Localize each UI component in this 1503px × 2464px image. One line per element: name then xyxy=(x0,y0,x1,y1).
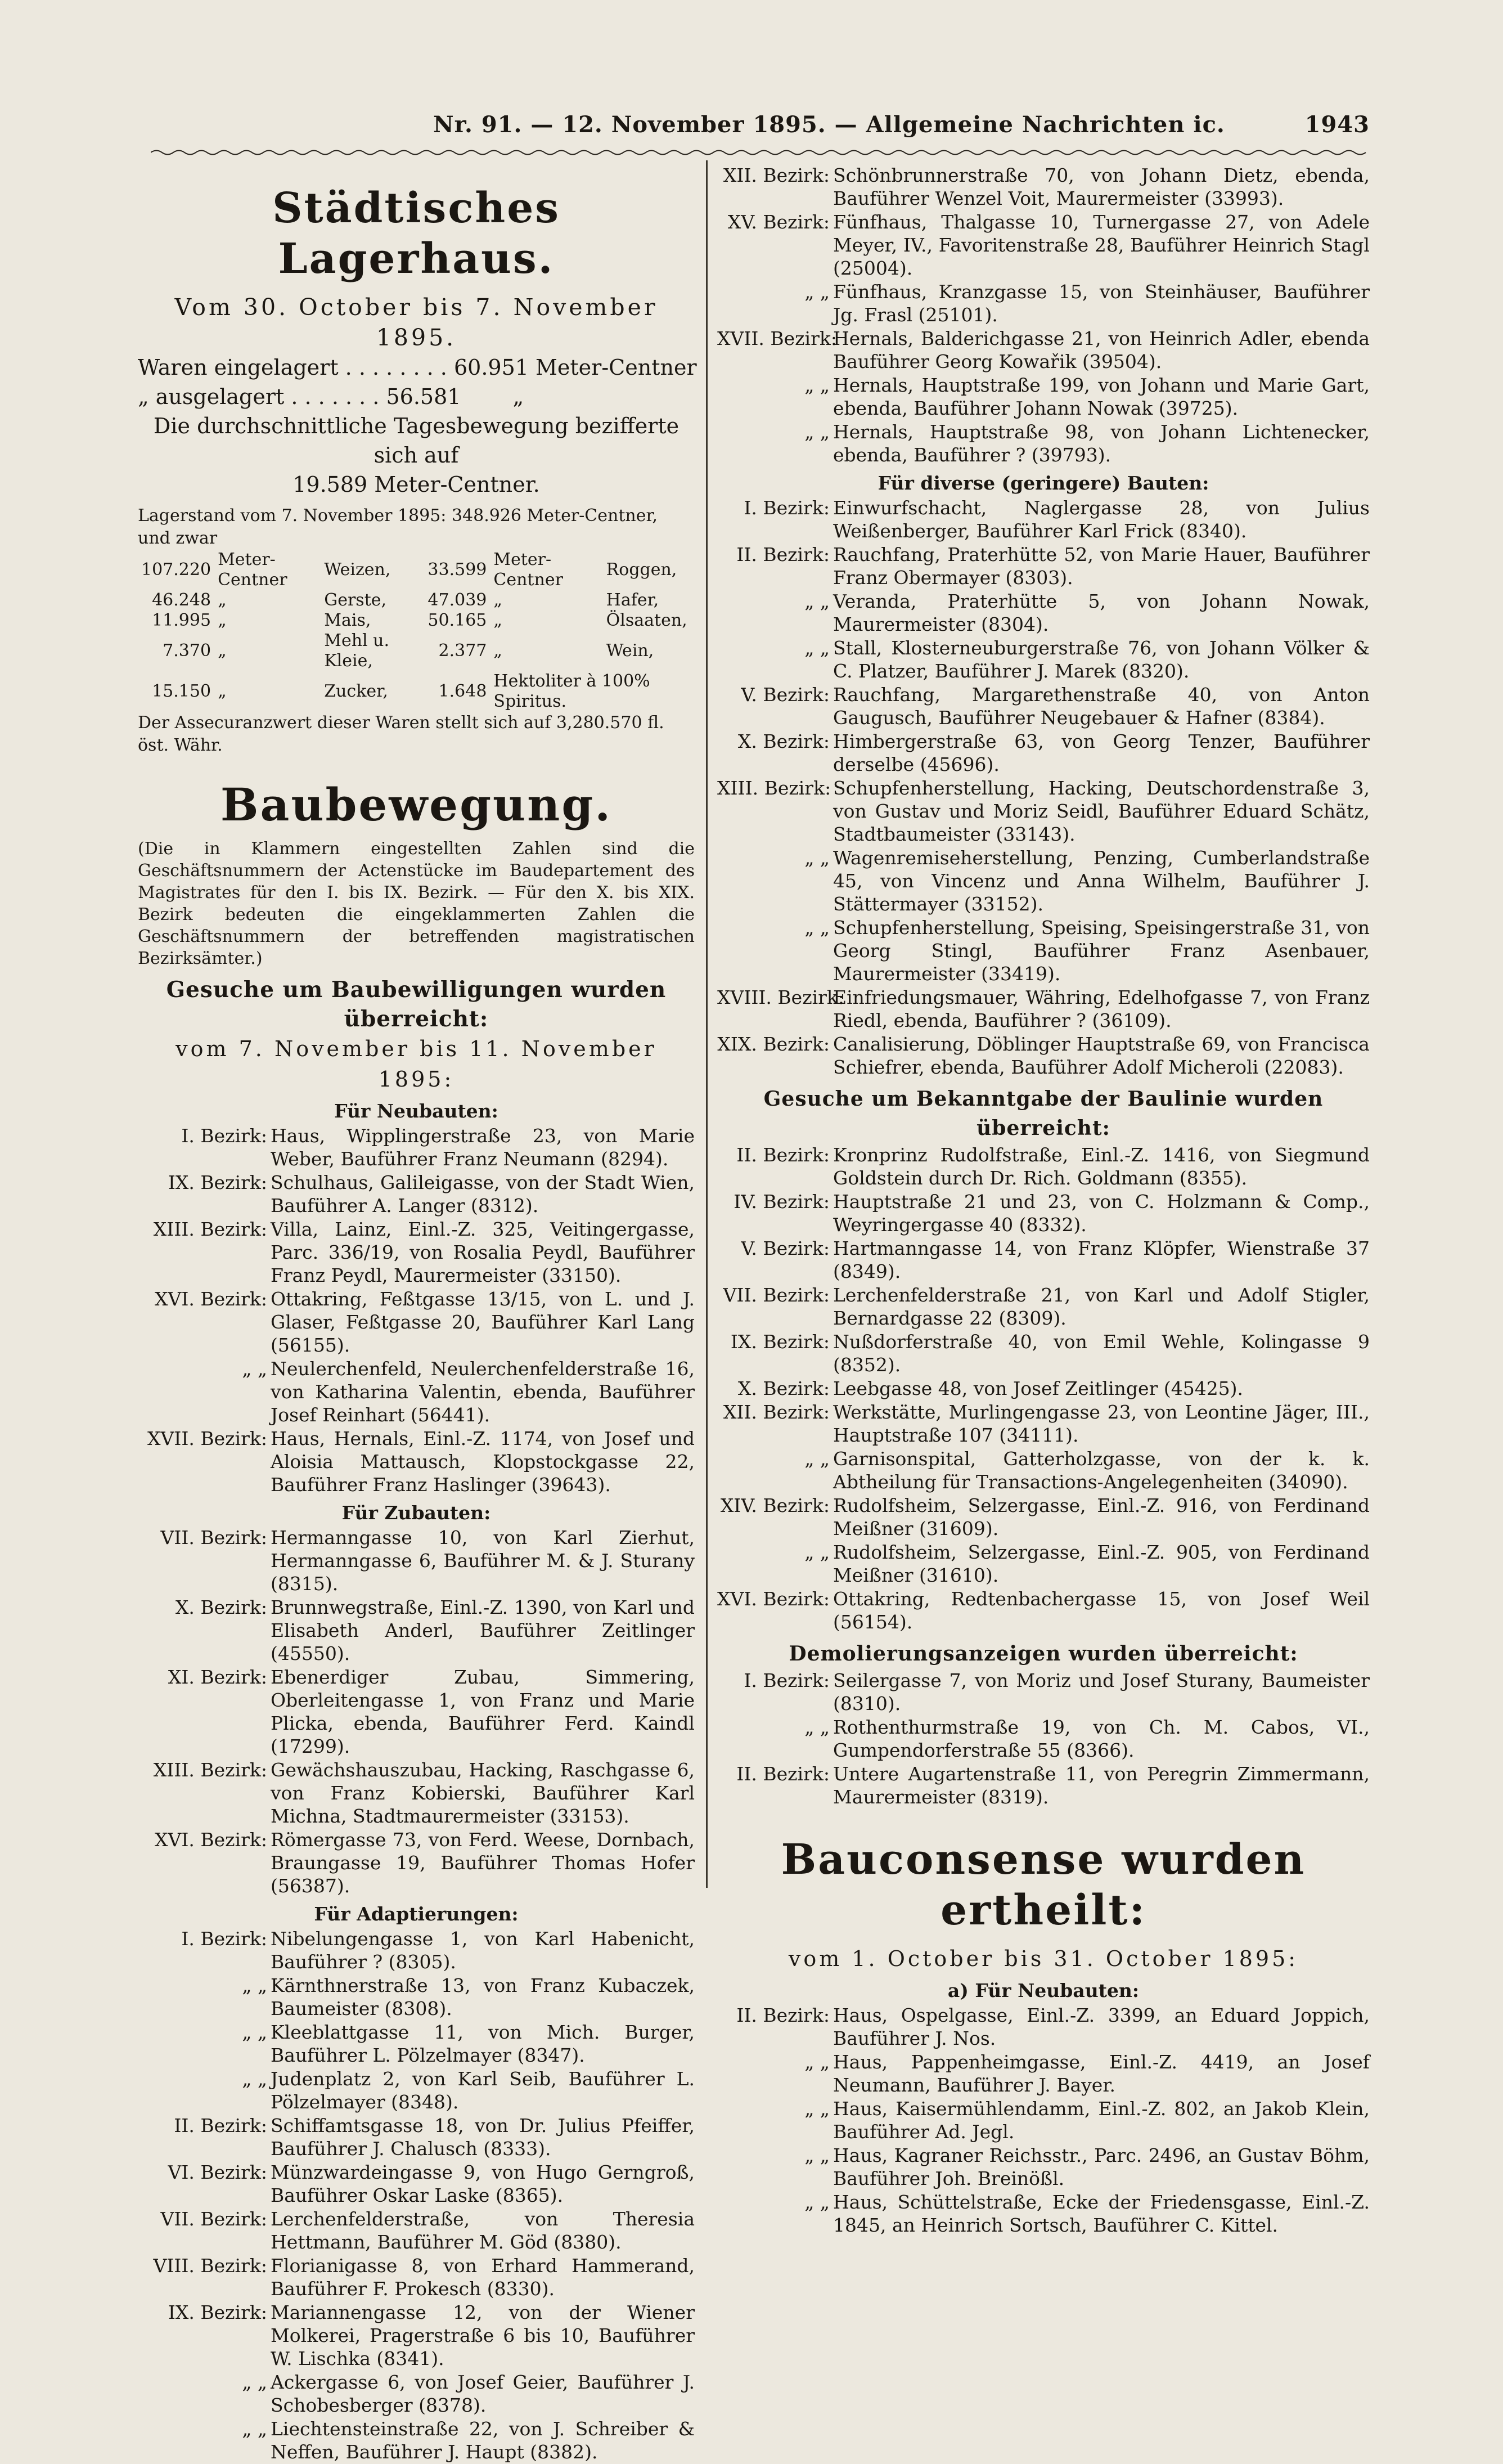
list-item xyxy=(138,1596,695,1665)
entry-district-label: „ „ xyxy=(804,2098,830,2120)
entry-text: Hernals, Hauptstraße 98, von Johann Lichtenecker, ebenda, Bauführer ? (39793). xyxy=(833,421,1370,466)
list-item xyxy=(717,1541,1370,1587)
left-column xyxy=(138,166,695,2464)
entry-district-label: XIII. Bezirk: xyxy=(153,1759,267,1781)
entry-text: Haus, Schüttelstraße, Ecke der Friedensgasse, Einl.-Z. 1845, an Heinrich Sortsch, Bauführer C. Kittel. xyxy=(833,2191,1370,2236)
entry-text: Kärnthnerstraße 13, von Franz Kubaczek, Baumeister (8308). xyxy=(271,1974,695,2019)
daily-line-1: Die durchschnittliche Tagesbewegung bezifferte sich auf xyxy=(153,414,680,468)
list-item xyxy=(138,1758,695,1828)
entry-district-label: „ „ xyxy=(804,917,830,939)
entry-text: Seilergasse 7, von Moriz und Josef Sturany, Baumeister (8310). xyxy=(833,1669,1370,1715)
list-item xyxy=(717,2097,1370,2143)
entry-district-label: XVII. Bezirk: xyxy=(717,327,837,349)
list-item xyxy=(717,1143,1370,1190)
entry-district-label: XIX. Bezirk: xyxy=(717,1033,830,1055)
list-item xyxy=(717,1283,1370,1330)
list-item xyxy=(717,1401,1370,1447)
entry-text: Hernals, Hauptstraße 199, von Johann und Marie Gart, ebenda, Bauführer Johann Nowak (39725). xyxy=(833,374,1370,419)
stock-cell-g1: Weizen, xyxy=(324,560,391,580)
entry-district-label: XVIII. Bezirk: xyxy=(717,986,845,1008)
entry-text: Gewächshauszubau, Hacking, Raschgasse 6, von Franz Kobierski, Bauführer Karl Michna, Stadtmaurermeister (33153). xyxy=(271,1759,695,1827)
entry-district-label: „ „ xyxy=(804,590,830,612)
entry-district-label: „ „ xyxy=(242,1974,267,1996)
list-item xyxy=(717,1190,1370,1236)
entry-district-label: XVI. Bezirk: xyxy=(155,1288,267,1310)
entry-text: Stall, Klosterneuburgerstraße 76, von Johann Völker & C. Platzer, Bauführer J. Marek (8320). xyxy=(833,637,1370,682)
entry-district-label: VII. Bezirk: xyxy=(160,2208,267,2230)
entry-district-label: XI. Bezirk: xyxy=(168,1666,267,1688)
list-item xyxy=(717,1033,1370,1079)
stock-cell-g2: Wein, xyxy=(606,641,654,661)
baulinie-list xyxy=(717,1143,1370,1633)
entry-district-label: „ „ xyxy=(804,2144,830,2166)
stock-cell-g2: Ölsaaten, xyxy=(606,611,687,630)
entry-district-label: I. Bezirk: xyxy=(744,1669,830,1691)
entry-text: Villa, Lainz, Einl.-Z. 325, Veitingergasse, Parc. 336/19, von Rosalia Peydl, Bauführer Franz Peydl, Maurermeister (33150). xyxy=(271,1218,695,1286)
entry-text: Untere Augartenstraße 11, von Peregrin Zimmermann, Maurermeister (8319). xyxy=(833,1763,1370,1808)
entry-district-label: „ „ xyxy=(804,281,830,303)
gesuche-period: vom 7. November bis 11. November 1895: xyxy=(176,1036,657,1092)
list-item xyxy=(717,2144,1370,2190)
entry-text: Schulhaus, Galileigasse, von der Stadt Wien, Bauführer A. Langer (8312). xyxy=(271,1172,695,1217)
list-item xyxy=(138,2207,695,2254)
entry-district-label: XIV. Bezirk: xyxy=(720,1494,830,1516)
entry-district-label: X. Bezirk: xyxy=(737,730,830,752)
entry-district-label: XVI. Bezirk: xyxy=(717,1588,830,1610)
entry-text: Liechtensteinstraße 22, von J. Schreiber & Neffen, Bauführer J. Haupt (8382). xyxy=(271,2418,695,2463)
list-item xyxy=(138,1171,695,1217)
entry-district-label: II. Bezirk: xyxy=(736,1144,830,1166)
ausgelagert-label: „ ausgelagert . . . . . . . xyxy=(138,384,380,409)
ausgelagert-value: 56.581 xyxy=(386,384,461,409)
entry-text: Kleeblattgasse 11, von Mich. Burger, Bauführer L. Pölzelmayer (8347). xyxy=(271,2021,695,2066)
list-item xyxy=(717,496,1370,542)
entry-text: Ebenerdiger Zubau, Simmering, Oberleitengasse 1, von Franz und Marie Plicka, ebenda, Bauführer Ferd. Kaindl (17299). xyxy=(271,1666,695,1757)
entry-district-label: XII. Bezirk: xyxy=(723,1401,830,1423)
stock-cell-n2: 50.165 xyxy=(428,611,487,630)
list-item xyxy=(138,1927,695,1973)
entry-text: Rauchfang, Praterhütte 52, von Marie Hauer, Bauführer Franz Obermayer (8303). xyxy=(833,544,1370,589)
zubauten-head: Für Zubauten: xyxy=(341,1502,491,1524)
right-column xyxy=(717,163,1370,2237)
list-item xyxy=(717,543,1370,589)
list-item xyxy=(138,1526,695,1595)
entry-text: Ottakring, Feßtgasse 13/15, von L. und J. Glaser, Feßtgasse 20, Bauführer Karl Lang (56155). xyxy=(271,1288,695,1356)
entry-district-label: „ „ xyxy=(242,2418,267,2440)
stock-cell-g1: Gerste, xyxy=(324,590,387,610)
stock-cell-n2: 1.648 xyxy=(438,681,487,701)
entry-district-label: XIII. Bezirk: xyxy=(153,1218,267,1240)
entry-text: Fünfhaus, Thalgasse 10, Turnergasse 27, von Adele Meyer, IV., Favoritenstraße 28, Bauführer Heinrich Stagl (25004). xyxy=(833,211,1370,279)
stock-cell-g2: Roggen, xyxy=(606,560,677,580)
entry-district-label: V. Bezirk: xyxy=(741,1237,830,1259)
entry-text: Judenplatz 2, von Karl Seib, Bauführer L. Pölzelmayer (8348). xyxy=(271,2068,695,2113)
page-number: 1943 xyxy=(1304,111,1370,138)
list-item xyxy=(138,2067,695,2113)
list-item xyxy=(717,164,1370,210)
list-item xyxy=(717,636,1370,683)
list-item xyxy=(717,327,1370,373)
entry-text: Hauptstraße 21 und 23, von C. Holzmann & Comp., Weyringergasse 40 (8332). xyxy=(833,1191,1370,1236)
list-item xyxy=(717,777,1370,846)
stock-cell-u1: „ xyxy=(218,590,227,610)
entry-district-label: X. Bezirk: xyxy=(737,1377,830,1399)
list-item xyxy=(138,1427,695,1496)
entry-district-label: I. Bezirk: xyxy=(744,497,830,519)
entry-district-label: „ „ xyxy=(804,421,830,443)
list-item xyxy=(717,420,1370,466)
entry-text: Fünfhaus, Kranzgasse 15, von Steinhäuser, Bauführer Jg. Frasl (25101). xyxy=(833,281,1370,326)
entry-text: Haus, Kaisermühlendamm, Einl.-Z. 802, an Jakob Klein, Bauführer Ad. Jegl. xyxy=(833,2098,1370,2143)
list-item xyxy=(138,1124,695,1170)
entry-text: Canalisierung, Döblinger Hauptstraße 69, von Francisca Schiefrer, ebenda, Bauführer Adolf Micheroli (22083). xyxy=(833,1033,1370,1078)
stock-cell-u2: „ xyxy=(493,641,502,661)
entry-district-label: „ „ xyxy=(242,2021,267,2043)
eingelagert-line xyxy=(138,353,695,382)
entry-text: Nibelungengasse 1, von Karl Habenicht, Bauführer ? (8305). xyxy=(271,1928,695,1973)
entry-text: Hartmanngasse 14, von Franz Klöpfer, Wienstraße 37 (8349). xyxy=(833,1237,1370,1282)
entry-text: Florianigasse 8, von Erhard Hammerand, Bauführer F. Prokesch (8330). xyxy=(271,2255,695,2300)
list-item xyxy=(717,1377,1370,1400)
entry-text: Schupfenherstellung, Speising, Speisingerstraße 31, von Georg Stingl, Bauführer Franz Asenbauer, Maurermeister (33419). xyxy=(833,917,1370,985)
demolierung-list xyxy=(717,1669,1370,1808)
entry-text: Himbergerstraße 63, von Georg Tenzer, Bauführer derselbe (45696). xyxy=(833,730,1370,775)
stock-cell-g2: Hafer, xyxy=(606,590,659,610)
entry-text: Hermanngasse 10, von Karl Zierhut, Hermanngasse 6, Bauführer M. & J. Sturany (8315). xyxy=(271,1527,695,1595)
entry-district-label: XVI. Bezirk: xyxy=(155,1829,267,1851)
gesuche-head: Gesuche um Baubewilligungen wurden überreicht: xyxy=(166,977,667,1032)
entry-text: Nußdorferstraße 40, von Emil Wehle, Kolingasse 9 (8352). xyxy=(833,1331,1370,1376)
list-item xyxy=(138,1357,695,1426)
stock-cell-u2: „ xyxy=(493,590,502,610)
table-row xyxy=(138,631,695,671)
entry-text: Ackergasse 6, von Josef Geier, Bauführer J. Schobesberger (8378). xyxy=(271,2371,695,2416)
list-item xyxy=(717,1587,1370,1633)
list-item xyxy=(138,2417,695,2463)
entry-district-label: „ „ xyxy=(242,1358,267,1380)
table-row xyxy=(138,550,695,590)
stock-cell-u2: Hektoliter à 100% Spiritus. xyxy=(493,671,650,711)
ausgelagert-line xyxy=(138,382,695,411)
diverse-head: Für diverse (geringere) Bauten: xyxy=(878,472,1209,494)
entry-district-label: II. Bezirk: xyxy=(736,2004,830,2026)
list-item xyxy=(138,2254,695,2300)
list-item xyxy=(138,2371,695,2417)
stock-cell-g1: Mehl u. Kleie, xyxy=(324,631,390,671)
list-item xyxy=(717,590,1370,636)
entry-district-label: X. Bezirk: xyxy=(175,1596,267,1618)
stock-cell-u1: Meter-Centner xyxy=(218,550,287,590)
entry-district-label: V. Bezirk: xyxy=(741,684,830,706)
running-title: Nr. 91. — 12. November 1895. — Allgemeine Nachrichten ic. xyxy=(433,111,1225,138)
stock-cell-n2: 47.039 xyxy=(428,590,487,610)
stock-cell-u2: „ xyxy=(493,611,502,630)
entry-text: Haus, Wipplingerstraße 23, von Marie Weber, Bauführer Franz Neumann (8294). xyxy=(271,1125,695,1170)
entry-text: Einfriedungsmauer, Währing, Edelhofgasse 7, von Franz Riedl, ebenda, Bauführer ? (36109). xyxy=(833,986,1370,1031)
entry-text: Werkstätte, Murlingengasse 23, von Leontine Jäger, III., Hauptstraße 107 (34111). xyxy=(833,1401,1370,1446)
list-item xyxy=(717,1447,1370,1493)
list-item xyxy=(717,2050,1370,2097)
stock-cell-u1: „ xyxy=(218,641,227,661)
stock-cell-u1: „ xyxy=(218,611,227,630)
stock-cell-n1: 7.370 xyxy=(163,641,212,661)
entry-text: Hernals, Balderichgasse 21, von Heinrich Adler, ebenda Bauführer Georg Kowařik (39504). xyxy=(833,327,1370,372)
neubauten-continued-list xyxy=(717,164,1370,466)
bauconsense-title: Bauconsense wurden ertheilt: xyxy=(781,1835,1306,1935)
entry-district-label: „ „ xyxy=(804,2051,830,2073)
entry-district-label: VI. Bezirk: xyxy=(168,2161,267,2183)
adaptierungen-head: Für Adaptierungen: xyxy=(314,1903,519,1925)
entry-text: Schönbrunnerstraße 70, von Johann Dietz, ebenda, Bauführer Wenzel Voit, Maurermeister (33993). xyxy=(833,164,1370,209)
stock-table xyxy=(138,550,695,712)
entry-text: Münzwardeingasse 9, von Hugo Gerngroß, Bauführer Oskar Laske (8365). xyxy=(271,2161,695,2206)
entry-district-label: „ „ xyxy=(804,1541,830,1563)
entry-district-label: „ „ xyxy=(804,847,830,869)
list-item xyxy=(717,846,1370,915)
stock-cell-g1: Zucker, xyxy=(324,681,388,701)
daily-line-2: 19.589 Meter-Centner. xyxy=(292,472,540,497)
assecuranz-line: Der Assecuranzwert dieser Waren stellt sich auf 3,280.570 fl. öst. Währ. xyxy=(138,713,664,755)
entry-text: Ottakring, Redtenbachergasse 15, von Josef Weil (56154). xyxy=(833,1588,1370,1633)
neubauten-head: Für Neubauten: xyxy=(334,1100,498,1122)
lagerstand-line: Lagerstand vom 7. November 1895: 348.926 Meter-Centner, und zwar xyxy=(138,506,658,548)
entry-district-label: IX. Bezirk: xyxy=(730,1331,830,1353)
entry-text: Rudolfsheim, Selzergasse, Einl.-Z. 916, von Ferdinand Meißner (31609). xyxy=(833,1494,1370,1540)
entry-district-label: II. Bezirk: xyxy=(736,544,830,565)
entry-district-label: II. Bezirk: xyxy=(174,2115,267,2137)
entry-text: Schiffamtsgasse 18, von Dr. Julius Pfeiffer, Bauführer J. Chalusch (8333). xyxy=(271,2115,695,2160)
baulinie-head: Gesuche um Bekanntgabe der Baulinie wurden überreicht: xyxy=(763,1087,1324,1140)
list-item xyxy=(717,986,1370,1032)
entry-text: Wagenremiseherstellung, Penzing, Cumberlandstraße 45, von Vincenz und Anna Wilhelm, Bauführer J. Stättermayer (33152). xyxy=(833,847,1370,915)
list-item xyxy=(717,280,1370,326)
running-head xyxy=(433,111,1370,138)
stock-cell-n2: 33.599 xyxy=(428,560,487,580)
entry-district-label: XVII. Bezirk: xyxy=(147,1428,267,1449)
entry-text: Haus, Hernals, Einl.-Z. 1174, von Josef und Aloisia Mattausch, Klopstockgasse 22, Bauführer Franz Haslinger (39643). xyxy=(271,1428,695,1496)
stock-cell-n1: 46.248 xyxy=(152,590,212,610)
bauconsense-period: vom 1. October bis 31. October 1895: xyxy=(788,1946,1299,1971)
entry-district-label: IX. Bezirk: xyxy=(168,1172,267,1193)
entry-text: Haus, Kagraner Reichsstr., Parc. 2496, an Gustav Böhm, Bauführer Joh. Breinößl. xyxy=(833,2144,1370,2189)
list-item xyxy=(717,1330,1370,1376)
entry-text: Rothenthurmstraße 19, von Ch. M. Cabos, VI., Gumpendorferstraße 55 (8366). xyxy=(833,1716,1370,1761)
demolierung-head: Demolierungsanzeigen wurden überreicht: xyxy=(789,1642,1298,1666)
diverse-list xyxy=(717,496,1370,1079)
zubauten-list xyxy=(138,1526,695,1897)
entry-text: Lerchenfelderstraße 21, von Karl und Adolf Stigler, Bernardgasse 22 (8309). xyxy=(833,1284,1370,1329)
entry-district-label: XII. Bezirk: xyxy=(723,164,830,186)
lagerhaus-period: Vom 30. October bis 7. November 1895. xyxy=(174,294,658,351)
list-item xyxy=(138,2114,695,2160)
list-item xyxy=(138,1828,695,1897)
list-item xyxy=(717,1237,1370,1283)
stock-cell-g1: Mais, xyxy=(324,611,371,630)
list-item xyxy=(138,1974,695,2020)
entry-text: Brunnwegstraße, Einl.-Z. 1390, von Karl und Elisabeth Anderl, Bauführer Zeitlinger (45550). xyxy=(271,1596,695,1664)
entry-district-label: „ „ xyxy=(804,1716,830,1738)
list-item xyxy=(138,1666,695,1758)
entry-district-label: I. Bezirk: xyxy=(181,1125,267,1147)
entry-district-label: IX. Bezirk: xyxy=(168,2301,267,2323)
entry-text: Lerchenfelderstraße, von Theresia Hettmann, Bauführer M. Göd (8380). xyxy=(271,2208,695,2253)
list-item xyxy=(717,1716,1370,1762)
entry-district-label: I. Bezirk: xyxy=(181,1928,267,1950)
stock-cell-n1: 15.150 xyxy=(152,681,212,701)
ausgelagert-unit: „ xyxy=(512,384,524,409)
entry-district-label: VII. Bezirk: xyxy=(723,1284,830,1306)
entry-district-label: „ „ xyxy=(804,637,830,659)
list-item xyxy=(717,374,1370,420)
entry-text: Neulerchenfeld, Neulerchenfelderstraße 16, von Katharina Valentin, ebenda, Bauführer Josef Reinhart (56441). xyxy=(271,1358,695,1426)
entry-district-label: XV. Bezirk: xyxy=(727,211,830,233)
entry-text: Haus, Ospelgasse, Einl.-Z. 3399, an Eduard Joppich, Bauführer J. Nos. xyxy=(833,2004,1370,2049)
eingelagert-label: Waren eingelagert . . . . . . . . xyxy=(138,355,447,380)
list-item xyxy=(717,1494,1370,1540)
neubauten-list xyxy=(138,1124,695,1496)
entry-district-label: VII. Bezirk: xyxy=(160,1527,267,1549)
entry-text: Garnisonspital, Gatterholzgasse, von der k. k. Abtheilung für Transactions-Angelegenheiten (34090). xyxy=(833,1448,1370,1493)
entry-district-label: „ „ xyxy=(804,1448,830,1470)
entry-text: Veranda, Praterhütte 5, von Johann Nowak, Maurermeister (8304). xyxy=(833,590,1370,635)
bauconsense-subhead: a) Für Neubauten: xyxy=(947,1980,1140,2001)
entry-text: Einwurfschacht, Naglergasse 28, von Julius Weißenberger, Bauführer Karl Frick (8340). xyxy=(833,497,1370,542)
table-row xyxy=(138,611,695,631)
wavy-rule xyxy=(151,147,1371,158)
table-row xyxy=(138,671,695,712)
stock-cell-n1: 11.995 xyxy=(152,611,212,630)
entry-text: Schupfenherstellung, Hacking, Deutschordenstraße 3, von Gustav und Moriz Seidl, Bauführer Eduard Schätz, Stadtbaumeister (33143). xyxy=(833,777,1370,845)
entry-district-label: „ „ xyxy=(804,2191,830,2213)
adaptierungen-list xyxy=(138,1927,695,2463)
baubewegung-note: (Die in Klammern eingestellten Zahlen sind die Geschäftsnummern der Actenstücke im Baudepartement des Magistrates für den I. bis IX. Bezirk. — Für den X. bis XIX. Bezirk bedeuten die eingeklammerten Zahlen die Geschäftsnummern der betreffenden magistratischen Bezirksämter.) xyxy=(138,839,695,968)
bauconsense-list xyxy=(717,2004,1370,2237)
stock-cell-u2: Meter-Centner xyxy=(493,550,563,590)
entry-text: Rudolfsheim, Selzergasse, Einl.-Z. 905, von Ferdinand Meißner (31610). xyxy=(833,1541,1370,1586)
entry-district-label: „ „ xyxy=(242,2068,267,2090)
list-item xyxy=(717,1669,1370,1715)
list-item xyxy=(138,1287,695,1357)
lagerhaus-title: Städtisches Lagerhaus. xyxy=(272,184,560,283)
list-item xyxy=(717,730,1370,776)
column-divider xyxy=(706,160,708,1888)
list-item xyxy=(138,2301,695,2370)
list-item xyxy=(717,2191,1370,2237)
list-item xyxy=(717,916,1370,985)
table-row xyxy=(138,590,695,611)
entry-district-label: IV. Bezirk: xyxy=(734,1191,830,1213)
list-item xyxy=(138,2161,695,2207)
stock-cell-n1: 107.220 xyxy=(141,560,212,580)
list-item xyxy=(138,2021,695,2067)
entry-district-label: XIII. Bezirk: xyxy=(717,777,831,799)
entry-district-label: „ „ xyxy=(242,2371,267,2393)
list-item xyxy=(717,2004,1370,2050)
entry-text: Haus, Pappenheimgasse, Einl.-Z. 4419, an Josef Neumann, Bauführer J. Bayer. xyxy=(833,2051,1370,2096)
entry-text: Leebgasse 48, von Josef Zeitlinger (45425). xyxy=(833,1377,1244,1399)
list-item xyxy=(138,1218,695,1287)
entry-district-label: II. Bezirk: xyxy=(736,1763,830,1785)
entry-text: Mariannengasse 12, von der Wiener Molkerei, Pragerstraße 6 bis 10, Bauführer W. Lischka (8341). xyxy=(271,2301,695,2369)
stock-cell-u1: „ xyxy=(218,681,227,701)
entry-text: Kronprinz Rudolfstraße, Einl.-Z. 1416, von Siegmund Goldstein durch Dr. Rich. Goldmann (8355). xyxy=(833,1144,1370,1189)
eingelagert-value: 60.951 Meter-Centner xyxy=(453,355,697,380)
entry-text: Rauchfang, Margarethenstraße 40, von Anton Gaugusch, Bauführer Neugebauer & Hafner (8384). xyxy=(833,684,1370,729)
list-item xyxy=(717,683,1370,729)
list-item xyxy=(717,210,1370,280)
entry-district-label: VIII. Bezirk: xyxy=(153,2255,267,2277)
entry-district-label: „ „ xyxy=(804,374,830,396)
stock-cell-n2: 2.377 xyxy=(438,641,487,661)
baubewegung-title: Baubewegung. xyxy=(220,778,613,831)
list-item xyxy=(717,1762,1370,1808)
entry-text: Römergasse 73, von Ferd. Weese, Dornbach, Braungasse 19, Bauführer Thomas Hofer (56387). xyxy=(271,1829,695,1897)
